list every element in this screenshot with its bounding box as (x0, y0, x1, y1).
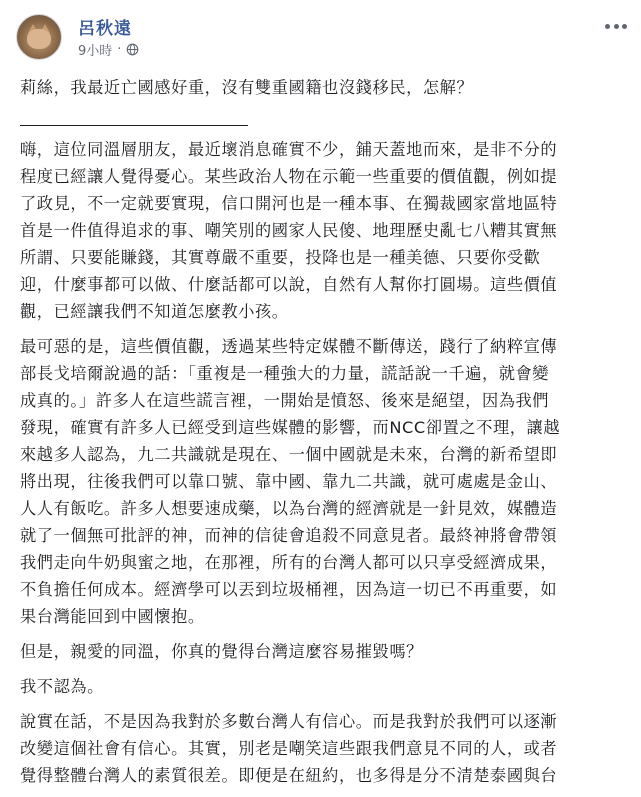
post-header (0, 0, 641, 70)
author-name[interactable]: 呂秋遠 (78, 19, 132, 39)
meta-separator: · (117, 42, 122, 57)
avatar-face (27, 29, 51, 49)
dot-icon (622, 24, 627, 29)
post-paragraph: 嗨，這位同溫層朋友，最近壞消息確實不少，鋪天蓋地而來，是非不分的 程度已經讓人覺得憂心。某些政治人物在示範一些重要的價值觀，例如提 了政見，不一定就要實現，信口開河也是一種本事、在獨裁國家當地區特 首是一件值得追求的事、嘲笑別的國家人民傻、地理歷史亂七八糟其實無 所謂、只要能賺錢，其實尊嚴不重要，投降也是一種美德、只要你受歡 迎，什麼事都可以做、什麼話都可以說，自然有人幫你打圓場。這些價值 觀，已經讓我們不知道怎麼教小孩。 (20, 140, 558, 321)
post-timestamp[interactable]: 9小時 (78, 44, 113, 59)
post-paragraph: 我不認為。 (20, 677, 104, 696)
post-meta (78, 40, 139, 59)
more-horizontal-icon[interactable] (605, 20, 627, 32)
post-paragraph: 但是，親愛的同溫，你真的覺得台灣這麼容易摧毀嗎？ (20, 642, 423, 661)
post-question: 莉絲，我最近亡國感好重，沒有雙重國籍也沒錢移民，怎解？ (20, 78, 474, 97)
dot-icon (614, 24, 619, 29)
post-paragraph: 說實在話，不是因為我對於多數台灣人有信心。而是我對於我們可以逐漸 改變這個社會有信心。其實，別老是嘲笑這些跟我們意見不同的人，或者 覺得整體台灣人的素質很差。即便是在紐約，也多得是分不清楚泰國與台 (20, 712, 558, 785)
post-body (20, 74, 625, 797)
globe-icon[interactable] (126, 43, 139, 56)
post-paragraph: 最可惡的是，這些價值觀，透過某些特定媒體不斷傳送，踐行了納粹宣傳 部長戈培爾說過的話：「重複是一種強大的力量，謊話說一千遍，就會變 成真的。」許多人在這些謊言裡，一開始是憤怒、後來是絕望，因為我們 發現，確實有許多人已經受到這些媒體的影響，而NCC卻置之不理，讓越 來越多人認為，九二共識就是現在、一個中國就是未來，台灣的新希望即 將出現，往後我們可以靠口號、靠中國、靠九二共識，就可處處是金山、 人人有飯吃。許多人想要速成藥，以為台灣的經濟就是一針見效，媒體造 就了一個無可批評的神，而神的信徒會追殺不同意見者。最終神將會帶領 我們走向牛奶與蜜之地，在那裡，所有的台灣人都可以只享受經濟成果， 不負擔任何成本。經濟學可以丟到垃圾桶裡，因為這一切已不再重要，如 果台灣能回到中國懷抱。 (20, 337, 561, 626)
avatar[interactable] (16, 14, 62, 60)
divider-line (20, 125, 248, 126)
dot-icon (605, 24, 610, 29)
